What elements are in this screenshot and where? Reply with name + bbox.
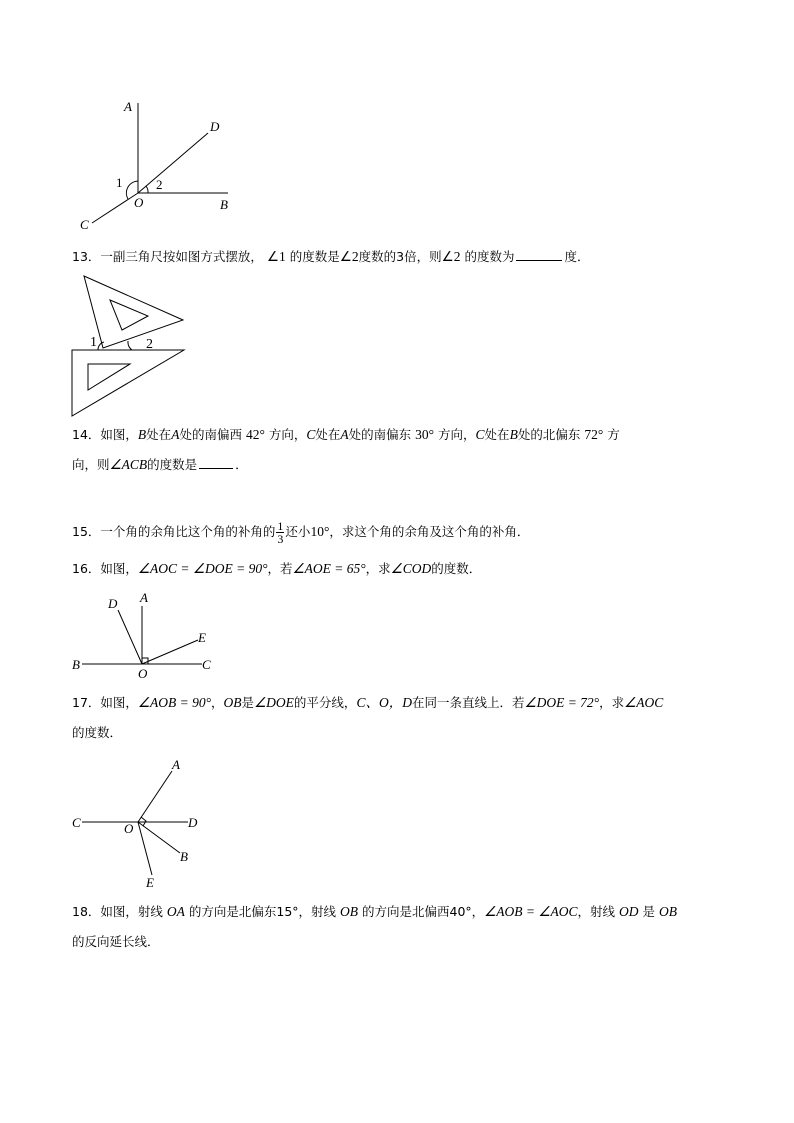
q15-fraction-denominator: 3 xyxy=(277,532,284,546)
q17-text-2: ， xyxy=(211,695,224,710)
q18-ray-OB: OB xyxy=(340,904,359,919)
label-D: D xyxy=(108,596,118,611)
q14-text: ． xyxy=(235,457,248,472)
question-14 xyxy=(72,426,620,444)
q18-text-1: 如图，射线 xyxy=(100,904,163,919)
question-13 xyxy=(72,248,589,266)
q14-text: 处的南偏东 xyxy=(348,427,412,442)
q16-text-4: 的度数． xyxy=(431,561,482,576)
q15-text-1: 一个角的余角比这个角的补角的 xyxy=(100,524,276,539)
label-E: E xyxy=(198,630,206,645)
label-C: C xyxy=(80,217,89,232)
q17-points: C、O，D xyxy=(356,695,412,710)
q14-point-C: C xyxy=(306,427,316,442)
q14-degree-3: 72° xyxy=(584,427,604,442)
q14-text: 的度数是 xyxy=(147,457,198,472)
q17-text-7: 的度数． xyxy=(72,725,123,740)
question-16 xyxy=(72,560,481,578)
figure-q13-svg xyxy=(70,270,190,420)
q17-equation-1: ∠AOB = 90° xyxy=(137,695,212,710)
label-angle-2: 2 xyxy=(146,337,153,352)
q14-text: 方 xyxy=(607,427,620,442)
q18-text-5: 是 xyxy=(642,904,655,919)
q17-angle-DOE: ∠DOE xyxy=(254,695,294,710)
q13-text-5: 度． xyxy=(564,249,590,264)
label-D: D xyxy=(210,119,220,134)
q15-text-3: ，求这个角的余角及这个角的补角． xyxy=(329,524,530,539)
q14-text: 处的北偏东 xyxy=(517,427,581,442)
q17-text-1: 如图， xyxy=(100,695,138,710)
q18-ray-OB: OB xyxy=(658,904,677,919)
q14-point-B: B xyxy=(509,427,518,442)
figure-q17 xyxy=(66,755,216,895)
figure-q16 xyxy=(66,590,216,680)
q14-text: 方向， xyxy=(268,427,307,442)
q15-number: 15． xyxy=(72,524,101,539)
label-B: B xyxy=(72,657,80,672)
label-E: E xyxy=(146,875,154,890)
q17-angle-AOC: ∠AOC xyxy=(624,695,664,710)
q14-text: 处在 xyxy=(315,427,341,442)
q18-text-3: 的方向是北偏西40°， xyxy=(362,904,485,919)
q18-ray-OD: OD xyxy=(618,904,639,919)
q14-text: 方向， xyxy=(438,427,476,442)
q15-fraction-numerator: 1 xyxy=(277,519,284,533)
q14-number: 14． xyxy=(72,427,101,442)
q15-degree: 10° xyxy=(310,524,330,539)
q14-answer-blank[interactable] xyxy=(199,456,233,469)
q16-text-1: 如图， xyxy=(100,561,138,576)
question-18 xyxy=(72,903,677,921)
question-18-line-2 xyxy=(72,933,160,951)
q16-angle-COD: ∠COD xyxy=(390,561,432,576)
label-angle-1: 1 xyxy=(116,175,123,190)
question-14-line-2 xyxy=(72,456,248,474)
q18-equation: ∠AOB = ∠AOC xyxy=(484,904,578,919)
q15-text-2: 还小 xyxy=(285,524,311,539)
q17-ray-OB: OB xyxy=(223,695,242,710)
q14-degree-1: 42° xyxy=(245,427,265,442)
q14-point-C: C xyxy=(475,427,485,442)
label-C: C xyxy=(202,657,211,672)
q15-fraction xyxy=(276,520,284,545)
q13-text-1: 一副三角尺按如图方式摆放， xyxy=(100,249,263,264)
label-B: B xyxy=(220,197,228,212)
q14-point-A: A xyxy=(171,427,180,442)
q17-text-5: 在同一条直线上．若 xyxy=(411,695,525,710)
q16-text-3: ，求 xyxy=(365,561,391,576)
q13-number: 13． xyxy=(72,249,101,264)
label-O: O xyxy=(124,821,134,836)
question-17 xyxy=(72,694,663,712)
figure-angles-top-svg xyxy=(70,95,250,240)
q14-text: 处的南偏西 xyxy=(179,427,242,442)
label-O: O xyxy=(134,195,144,210)
figure-q13-triangles xyxy=(70,270,190,420)
label-A: A xyxy=(140,590,148,605)
q18-ray-OA: OA xyxy=(166,904,185,919)
label-O: O xyxy=(138,666,148,681)
label-angle-2: 2 xyxy=(156,177,163,192)
q17-text-4: 的平分线， xyxy=(293,695,357,710)
q14-degree-2: 30° xyxy=(415,427,435,442)
q13-answer-blank[interactable] xyxy=(516,248,562,261)
q16-equation-1: ∠AOC = ∠DOE = 90° xyxy=(137,561,268,576)
q13-text-2: 的度数是 xyxy=(289,249,340,264)
q14-point-A: A xyxy=(340,427,349,442)
q14-text: 处在 xyxy=(484,427,510,442)
label-angle-1: 1 xyxy=(90,335,97,350)
figure-q17-svg xyxy=(66,755,216,895)
q13-text-4: 的度数为 xyxy=(464,249,515,264)
q13-angle-3: ∠2 xyxy=(441,249,461,264)
label-C: C xyxy=(72,815,81,830)
q14-text: 向，则 xyxy=(72,457,110,472)
q16-number: 16． xyxy=(72,561,101,576)
q18-text-2: 的方向是北偏东15°，射线 xyxy=(188,904,337,919)
q14-point-B: B xyxy=(137,427,147,442)
q13-angle-2: ∠2 xyxy=(339,249,359,264)
q18-number: 18． xyxy=(72,904,101,919)
q14-angle-ACB: ∠ACB xyxy=(109,457,148,472)
q18-text-4: ，射线 xyxy=(577,904,615,919)
q17-text-3: 是 xyxy=(241,695,255,710)
q17-number: 17． xyxy=(72,695,101,710)
label-B: B xyxy=(180,849,188,864)
label-D: D xyxy=(188,815,198,830)
label-A: A xyxy=(172,757,180,772)
figure-q16-svg xyxy=(66,590,216,680)
q16-text-2: ，若 xyxy=(267,561,293,576)
label-A: A xyxy=(124,99,132,114)
q13-angle-1: ∠1 xyxy=(266,249,286,264)
q14-text: 如图， xyxy=(100,427,138,442)
q13-text-3: 度数的3倍，则 xyxy=(358,249,442,264)
question-17-line-2 xyxy=(72,724,122,742)
question-15 xyxy=(72,520,529,545)
q18-text-6: 的反向延长线． xyxy=(72,934,160,949)
q16-equation-2: ∠AOE = 65° xyxy=(292,561,366,576)
figure-angles-top xyxy=(70,95,250,240)
q17-equation-2: ∠DOE = 72° xyxy=(524,695,600,710)
q14-text: 处在 xyxy=(146,427,172,442)
q17-text-6: ，求 xyxy=(599,695,625,710)
